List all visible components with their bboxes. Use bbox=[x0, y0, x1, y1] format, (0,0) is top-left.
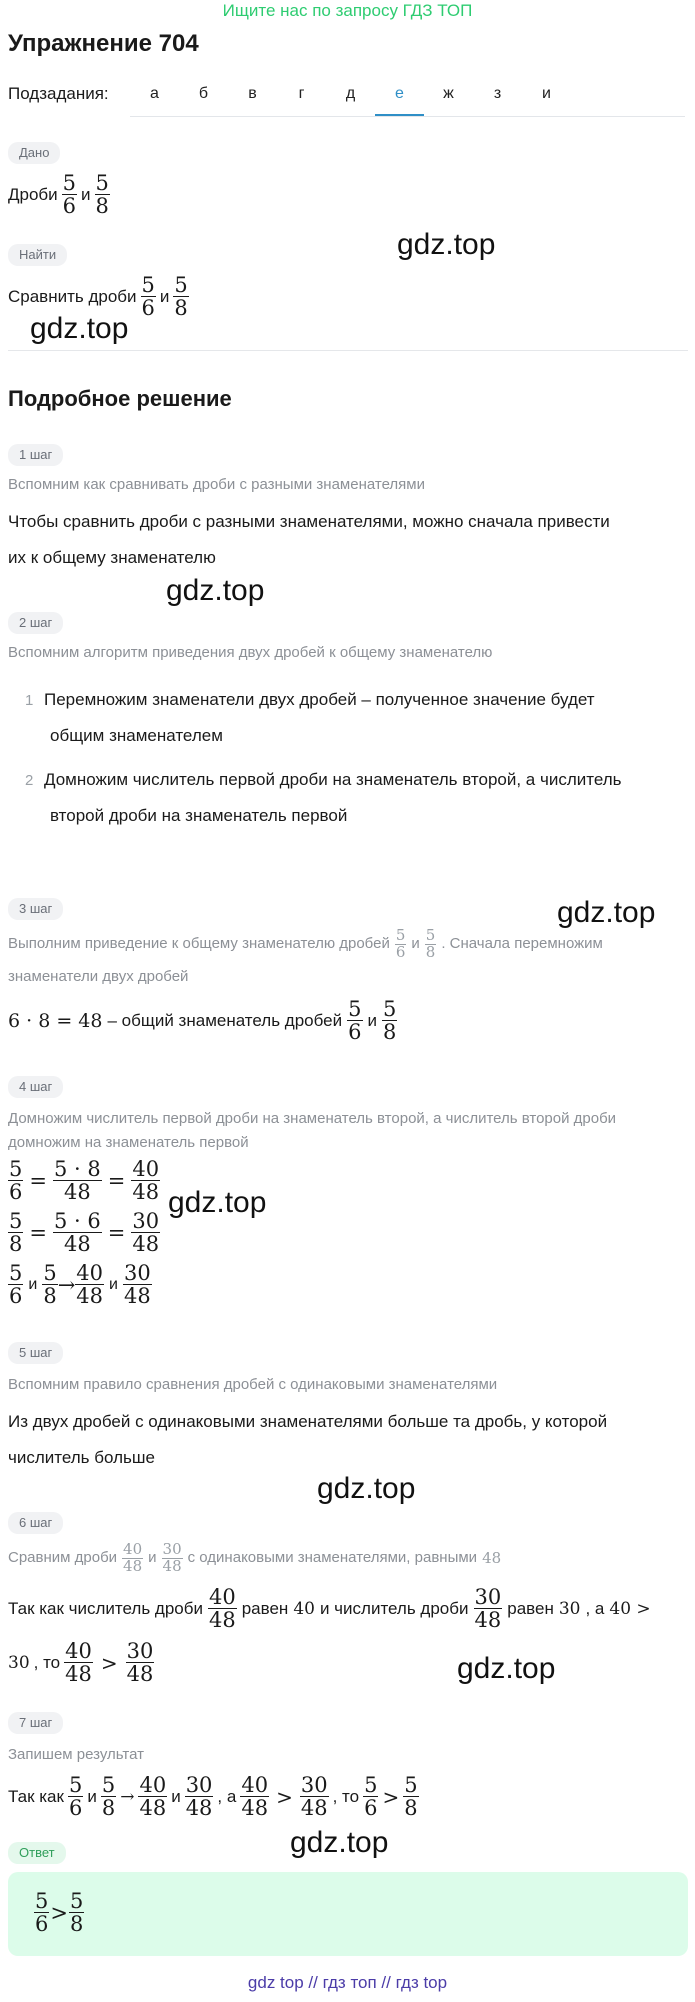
step-text: числитель больше bbox=[8, 1448, 155, 1467]
fraction: $\frac{5}{6}$ bbox=[348, 997, 362, 1045]
math-expression: 6 · 8 = 48 bbox=[8, 1009, 103, 1032]
equals-sign: = bbox=[107, 1168, 126, 1193]
text-segment: равен bbox=[241, 1598, 289, 1618]
fraction: $\frac{5 \cdot 8}{48}$ bbox=[53, 1157, 101, 1205]
step-tag: 3 шаг bbox=[8, 898, 63, 920]
tab-subtask-e[interactable]: е bbox=[375, 76, 424, 116]
math-number: 30 bbox=[8, 1652, 30, 1673]
step-hint: знаменатели двух дробей bbox=[8, 968, 189, 985]
given-label: Дроби bbox=[8, 184, 58, 204]
fraction: $\frac{5}{6}$ bbox=[141, 273, 155, 321]
fraction: $\frac{5 \cdot 6}{48}$ bbox=[53, 1209, 101, 1257]
fraction: $\frac{40}{48}$ bbox=[123, 1540, 143, 1575]
find-tag: Найти bbox=[8, 244, 67, 266]
text-segment: равен bbox=[507, 1598, 554, 1618]
hint-number: 48 bbox=[482, 1549, 502, 1568]
fraction: $\frac{5}{8}$ bbox=[43, 1261, 57, 1309]
fraction: $\frac{30}{48}$ bbox=[132, 1209, 160, 1257]
and-word: и bbox=[148, 1549, 157, 1567]
step-hint: Вспомним правило сравнения дробей с одинаковыми знаменателями bbox=[8, 1376, 498, 1393]
fraction: $\frac{5}{6}$ bbox=[35, 1889, 49, 1937]
list-number: 1 bbox=[25, 692, 34, 709]
tab-subtask-a[interactable]: а bbox=[150, 85, 159, 102]
fraction: $\frac{40}{48}$ bbox=[208, 1585, 236, 1633]
hint-text: Сравним дроби bbox=[8, 1549, 118, 1567]
step-text bbox=[8, 1586, 651, 1631]
subtasks-label: Подзадания: bbox=[8, 84, 109, 103]
given-text bbox=[8, 172, 110, 217]
answer-tag: Ответ bbox=[8, 1842, 66, 1864]
greater-sign: > bbox=[276, 1784, 293, 1809]
list-item-text: общим знаменателем bbox=[50, 726, 223, 745]
tab-subtask-v[interactable]: в bbox=[248, 85, 257, 102]
fraction: $\frac{5}{6}$ bbox=[62, 171, 77, 219]
subtasks-tabs bbox=[130, 76, 685, 117]
tab-subtask-z[interactable]: з bbox=[493, 85, 502, 102]
text-segment: и числитель дроби bbox=[319, 1598, 469, 1618]
page-title: Упражнение 704 bbox=[8, 30, 199, 57]
step-tag: 5 шаг bbox=[8, 1342, 63, 1364]
watermark: gdz.top bbox=[30, 312, 129, 345]
fraction: $\frac{40}{48}$ bbox=[65, 1639, 92, 1687]
step-tag: 1 шаг bbox=[8, 444, 63, 466]
list-item-text: второй дроби на знаменатель первой bbox=[50, 806, 348, 825]
fraction: $\frac{30}{48}$ bbox=[123, 1261, 151, 1309]
step-hint: домножим на знаменатель первой bbox=[8, 1134, 249, 1151]
fraction: $\frac{5}{6}$ bbox=[9, 1157, 23, 1205]
step-text bbox=[8, 1640, 154, 1685]
text-segment: , а bbox=[217, 1786, 237, 1806]
equation-row bbox=[8, 1262, 152, 1307]
list-item-text: Домножим числитель первой дроби на знаменатель второй, а числитель bbox=[44, 770, 622, 789]
step-hint: Вспомним алгоритм приведения двух дробей к общему знаменателю bbox=[8, 644, 493, 661]
tab-subtask-b[interactable]: б bbox=[198, 85, 209, 102]
hint-text: Выполним приведение к общему знаменателю дробей bbox=[8, 935, 390, 953]
answer-expression bbox=[34, 1890, 84, 1935]
fraction: $\frac{5}{8}$ bbox=[383, 997, 397, 1045]
solution-title: Подробное решение bbox=[8, 386, 232, 411]
fraction: $\frac{5}{8}$ bbox=[69, 1889, 84, 1937]
fraction: $\frac{5}{8}$ bbox=[101, 1773, 116, 1821]
step-tag: 4 шаг bbox=[8, 1076, 63, 1098]
and-word: и bbox=[171, 1786, 181, 1806]
step-text: Из двух дробей с одинаковыми знаменателями больше та дробь, у которой bbox=[8, 1412, 608, 1431]
fraction: $\frac{5}{8}$ bbox=[9, 1209, 23, 1257]
list-number: 2 bbox=[25, 772, 34, 789]
fraction: $\frac{5}{8}$ bbox=[425, 926, 436, 961]
step-text: их к общему знаменателю bbox=[8, 548, 216, 567]
equation-row bbox=[8, 1210, 160, 1255]
text-segment: Так как bbox=[8, 1786, 64, 1806]
greater-sign: > bbox=[100, 1650, 118, 1675]
list-item-text: Перемножим знаменатели двух дробей – полученное значение будет bbox=[44, 690, 595, 709]
fraction: $\frac{5}{8}$ bbox=[95, 171, 109, 219]
step-tag: 2 шаг bbox=[8, 612, 63, 634]
fraction: $\frac{5}{6}$ bbox=[395, 926, 406, 961]
and-word: и bbox=[159, 286, 170, 306]
equals-sign: = bbox=[107, 1220, 126, 1245]
fraction: $\frac{5}{8}$ bbox=[404, 1773, 418, 1821]
equation-row bbox=[8, 1158, 160, 1203]
step-text bbox=[8, 998, 397, 1043]
equals-sign: = bbox=[29, 1168, 47, 1193]
math-expression: 40 > bbox=[609, 1598, 651, 1619]
step-hint: Домножим числитель первой дроби на знаменатель второй, а числитель второй дроби bbox=[8, 1110, 617, 1127]
watermark: gdz.top bbox=[290, 1826, 389, 1859]
math-number: 40 bbox=[293, 1598, 315, 1619]
arrow-icon: → bbox=[57, 1272, 76, 1297]
and-word: и bbox=[87, 1786, 97, 1806]
fraction: $\frac{30}{48}$ bbox=[162, 1540, 182, 1575]
step-hint bbox=[8, 1542, 501, 1575]
divider bbox=[8, 350, 688, 351]
watermark: gdz.top bbox=[166, 574, 265, 607]
and-word: и bbox=[81, 184, 91, 204]
greater-sign: > bbox=[50, 1900, 68, 1925]
watermark: gdz.top bbox=[557, 896, 656, 929]
math-number: 30 bbox=[558, 1598, 581, 1619]
equals-sign: = bbox=[29, 1220, 47, 1245]
arrow-icon: → bbox=[120, 1786, 135, 1807]
footer-links[interactable]: gdz top // гдз топ // гдз top bbox=[247, 1973, 448, 1992]
answer-box bbox=[8, 1872, 688, 1956]
step-text bbox=[8, 1774, 419, 1819]
fraction: $\frac{5}{6}$ bbox=[9, 1261, 23, 1309]
step-hint bbox=[8, 928, 603, 961]
tab-subtask-zh[interactable]: ж bbox=[443, 85, 454, 102]
hint-text: с одинаковыми знаменателями, равными bbox=[187, 1549, 478, 1567]
text-segment: , то bbox=[332, 1786, 360, 1806]
step-tag: 6 шаг bbox=[8, 1512, 63, 1534]
watermark: gdz.top bbox=[397, 228, 496, 261]
and-word: и bbox=[28, 1275, 38, 1293]
fraction: $\frac{5}{8}$ bbox=[174, 273, 188, 321]
given-tag: Дано bbox=[8, 142, 60, 164]
step-tag: 7 шаг bbox=[8, 1712, 63, 1734]
greater-sign: > bbox=[382, 1784, 400, 1809]
fraction: $\frac{40}{48}$ bbox=[139, 1773, 167, 1821]
fraction: $\frac{40}{48}$ bbox=[76, 1261, 104, 1309]
and-word: и bbox=[411, 935, 420, 953]
watermark: gdz.top bbox=[317, 1472, 416, 1505]
fraction: $\frac{40}{48}$ bbox=[241, 1773, 269, 1821]
fraction: $\frac{5}{6}$ bbox=[68, 1773, 83, 1821]
step-hint: Вспомним как сравнивать дроби с разными знаменателями bbox=[8, 476, 425, 493]
fraction: $\frac{30}{48}$ bbox=[474, 1585, 502, 1633]
watermark: gdz.top bbox=[168, 1186, 267, 1219]
text-segment: , то bbox=[33, 1652, 61, 1672]
search-banner[interactable]: Ищите нас по запросу ГДЗ ТОП bbox=[222, 1, 473, 20]
hint-text: . Сначала перемножим bbox=[441, 935, 603, 953]
fraction: $\frac{30}{48}$ bbox=[300, 1773, 328, 1821]
step-text: Чтобы сравнить дроби с разными знаменателями, можно сначала привести bbox=[8, 512, 610, 531]
tab-subtask-d[interactable]: д bbox=[345, 85, 356, 102]
tab-subtask-i[interactable]: и bbox=[542, 85, 551, 102]
watermark: gdz.top bbox=[457, 1652, 556, 1685]
and-word: и bbox=[367, 1010, 377, 1030]
tab-subtask-g[interactable]: г bbox=[298, 85, 305, 102]
find-label: Сравнить дроби bbox=[8, 286, 137, 306]
text-segment: , а bbox=[585, 1598, 605, 1618]
and-word: и bbox=[109, 1275, 118, 1293]
text-segment: – общий знаменатель дробей bbox=[107, 1010, 343, 1030]
text-segment: Так как числитель дроби bbox=[8, 1598, 203, 1618]
fraction: $\frac{30}{48}$ bbox=[185, 1773, 213, 1821]
fraction: $\frac{30}{48}$ bbox=[126, 1639, 154, 1687]
step-hint: Запишем результат bbox=[8, 1746, 144, 1763]
fraction: $\frac{40}{48}$ bbox=[132, 1157, 160, 1205]
fraction: $\frac{5}{6}$ bbox=[364, 1773, 378, 1821]
